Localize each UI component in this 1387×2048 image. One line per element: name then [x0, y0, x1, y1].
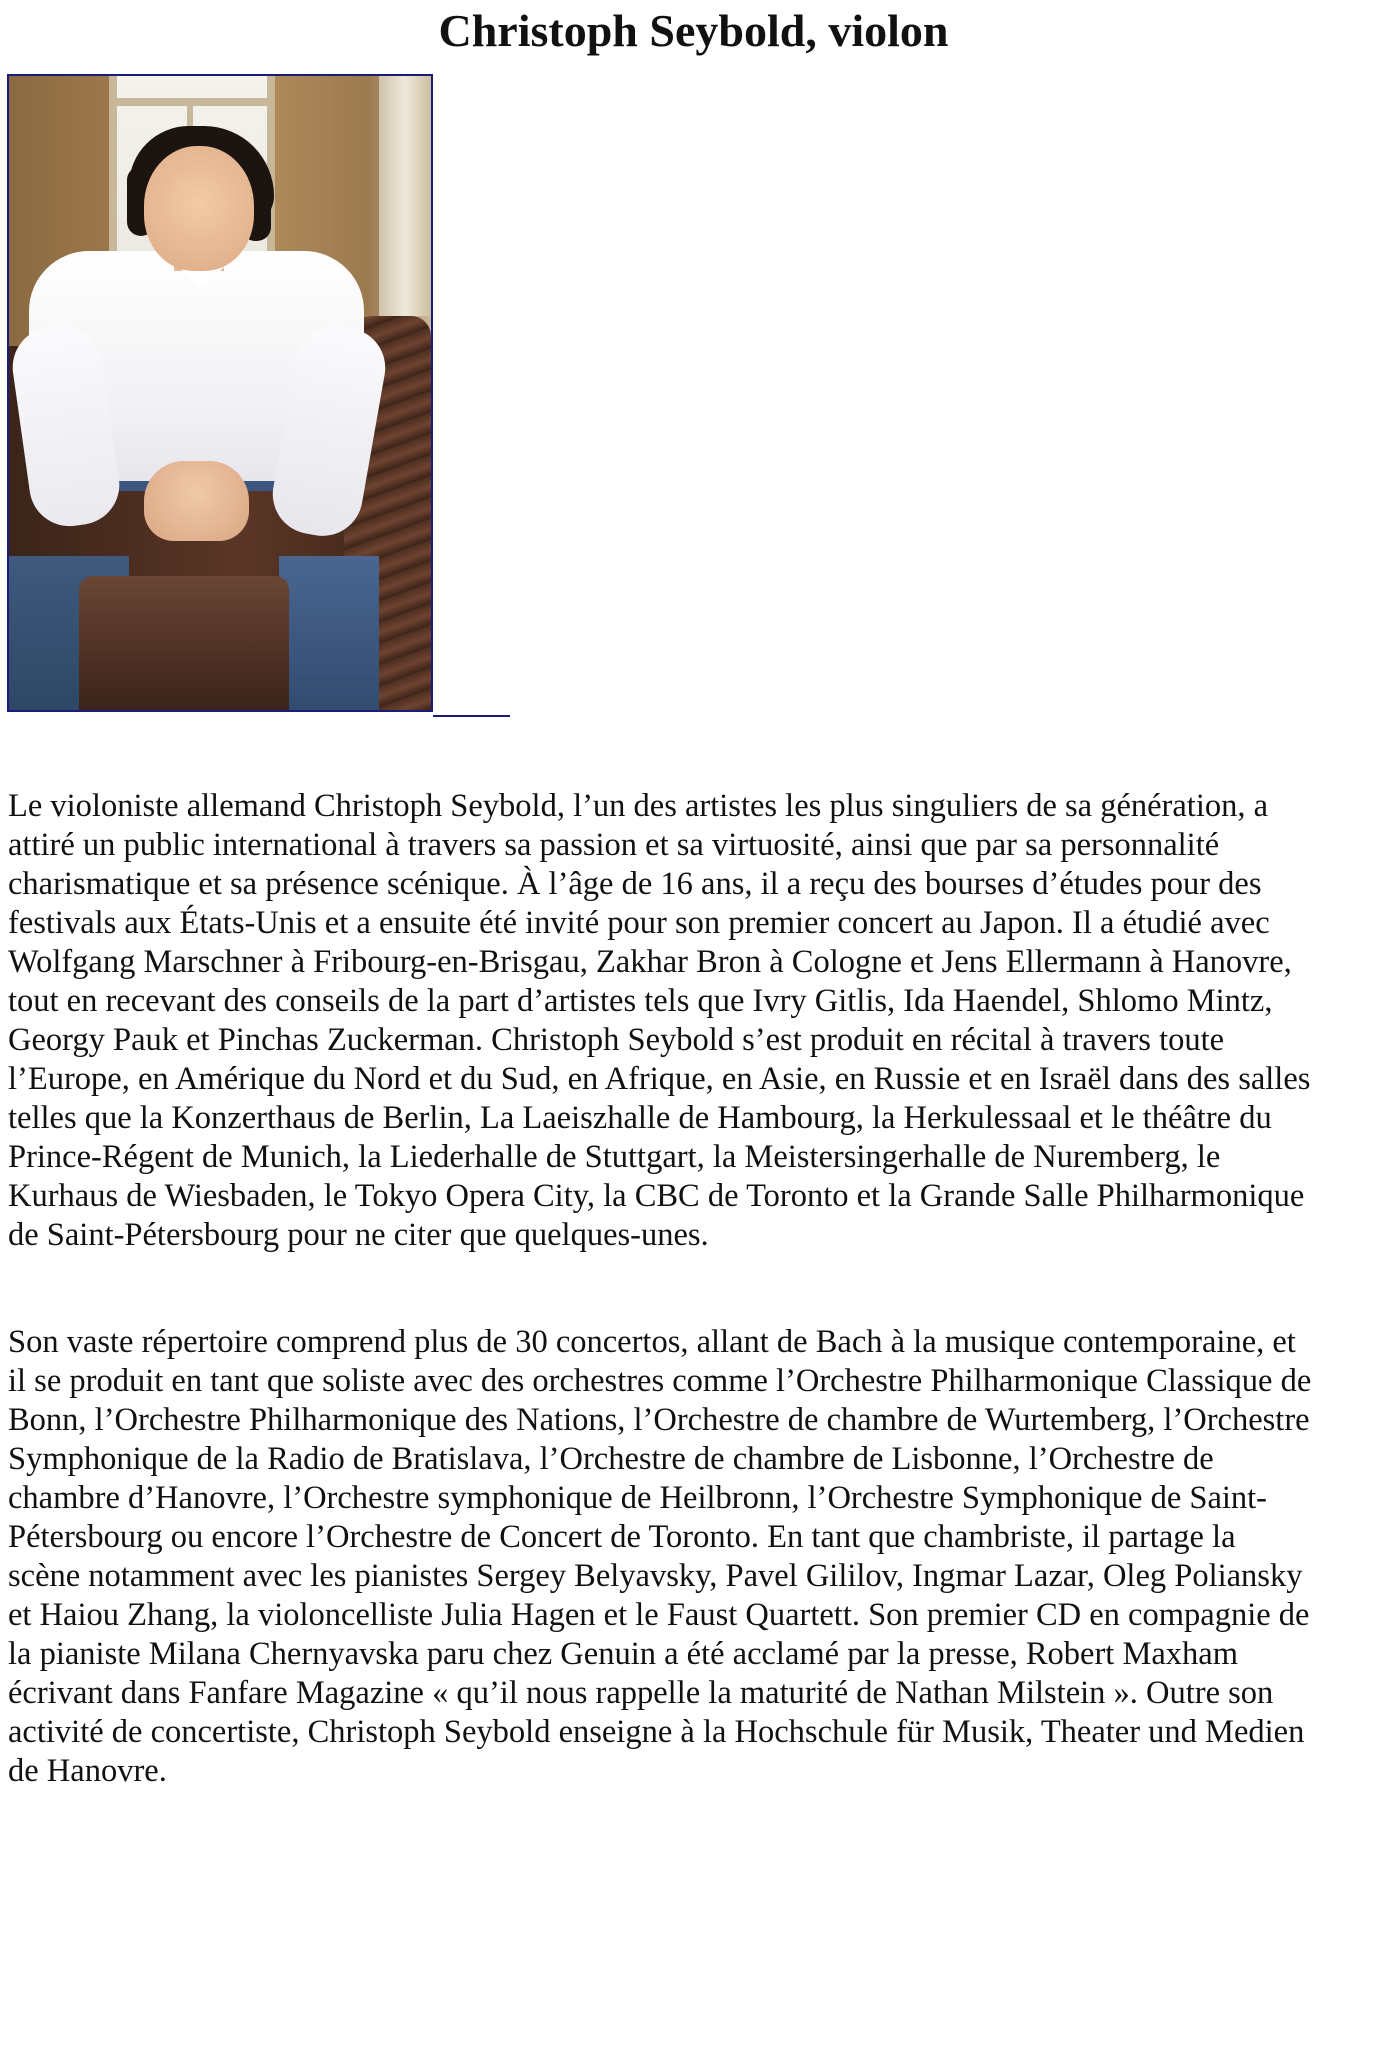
bio-line: telles que la Konzerthaus de Berlin, La Laeiszhalle de Hambourg, la Herkulessaal et le théâtre du: [8, 1100, 1272, 1136]
photo-clasped-hands: [144, 461, 249, 541]
bio-line: festivals aux États-Unis et a ensuite été invité pour son premier concert au Japon. Il a étudié avec: [8, 905, 1270, 941]
bio-line: Bonn, l’Orchestre Philharmonique des Nations, l’Orchestre de chambre de Wurtemberg, l’Orchestre: [8, 1402, 1310, 1438]
bio-line: la pianiste Milana Chernyavska paru chez Genuin a été acclamé par la presse, Robert Maxham: [8, 1636, 1238, 1672]
page-title: Christoph Seybold, violon: [438, 5, 949, 56]
bio-line: et Haiou Zhang, la violoncelliste Julia Hagen et le Faust Quartett. Son premier CD en compagnie de: [8, 1597, 1310, 1633]
bio-line: Le violoniste allemand Christoph Seybold, l’un des artistes les plus singuliers de sa génération, a: [8, 788, 1269, 824]
photo-ottoman: [79, 576, 289, 710]
bio-line: scène notamment avec les pianistes Sergey Belyavsky, Pavel Gililov, Ingmar Lazar, Oleg Poliansky: [8, 1558, 1303, 1594]
bio-line: il se produit en tant que soliste avec des orchestres comme l’Orchestre Philharmonique Classique de: [8, 1363, 1312, 1399]
bio-paragraph-2: [8, 1323, 1380, 1791]
bio-paragraph-1: [8, 787, 1380, 1255]
photo-window-bar: [109, 98, 275, 106]
bio-line: tout en recevant des conseils de la part d’artistes tels que Ivry Gitlis, Ida Haendel, Shlomo Mintz,: [8, 983, 1273, 1019]
bio-line: Symphonique de la Radio de Bratislava, l’Orchestre de chambre de Lisbonne, l’Orchestre de: [8, 1441, 1214, 1477]
bio-line: de Hanovre.: [8, 1753, 167, 1789]
bio-line: écrivant dans Fanfare Magazine « qu’il nous rappelle la maturité de Nathan Milstein ». Outre son: [8, 1675, 1274, 1711]
bio-line: Pétersbourg ou encore l’Orchestre de Concert de Toronto. En tant que chambriste, il partage la: [8, 1519, 1236, 1555]
bio-line: activité de concertiste, Christoph Seybold enseigne à la Hochschule für Musik, Theater und Medien: [8, 1714, 1305, 1750]
photo-wall-panel: [379, 76, 431, 316]
bio-line: de Saint-Pétersbourg pour ne citer que quelques-unes.: [8, 1217, 709, 1253]
bio-line: l’Europe, en Amérique du Nord et du Sud, en Afrique, en Asie, en Russie et en Israël dans des salles: [8, 1061, 1311, 1097]
bio-line: charismatique et sa présence scénique. À l’âge de 16 ans, il a reçu des bourses d’études pour des: [8, 866, 1262, 902]
link-underline[interactable]: [433, 715, 510, 717]
bio-line: Son vaste répertoire comprend plus de 30 concertos, allant de Bach à la musique contemporaine, et: [8, 1324, 1296, 1360]
bio-line: attiré un public international à travers sa passion et sa virtuosité, ainsi que par sa personnalité: [8, 827, 1220, 863]
bio-line: chambre d’Hanovre, l’Orchestre symphonique de Heilbronn, l’Orchestre Symphonique de Saint-: [8, 1480, 1268, 1516]
bio-line: Kurhaus de Wiesbaden, le Tokyo Opera City, la CBC de Toronto et la Grande Salle Philharmonique: [8, 1178, 1305, 1214]
bio-line: Wolfgang Marschner à Fribourg-en-Brisgau, Zakhar Bron à Cologne et Jens Ellermann à Hanovre,: [8, 944, 1292, 980]
portrait-photo[interactable]: [7, 74, 433, 712]
photo-jeans-right: [279, 556, 379, 710]
photo-face: [144, 146, 254, 271]
bio-line: Georgy Pauk et Pinchas Zuckerman. Christoph Seybold s’est produit en récital à travers toute: [8, 1022, 1225, 1058]
bio-line: Prince-Régent de Munich, la Liederhalle de Stuttgart, la Meistersingerhalle de Nuremberg, le: [8, 1139, 1221, 1175]
